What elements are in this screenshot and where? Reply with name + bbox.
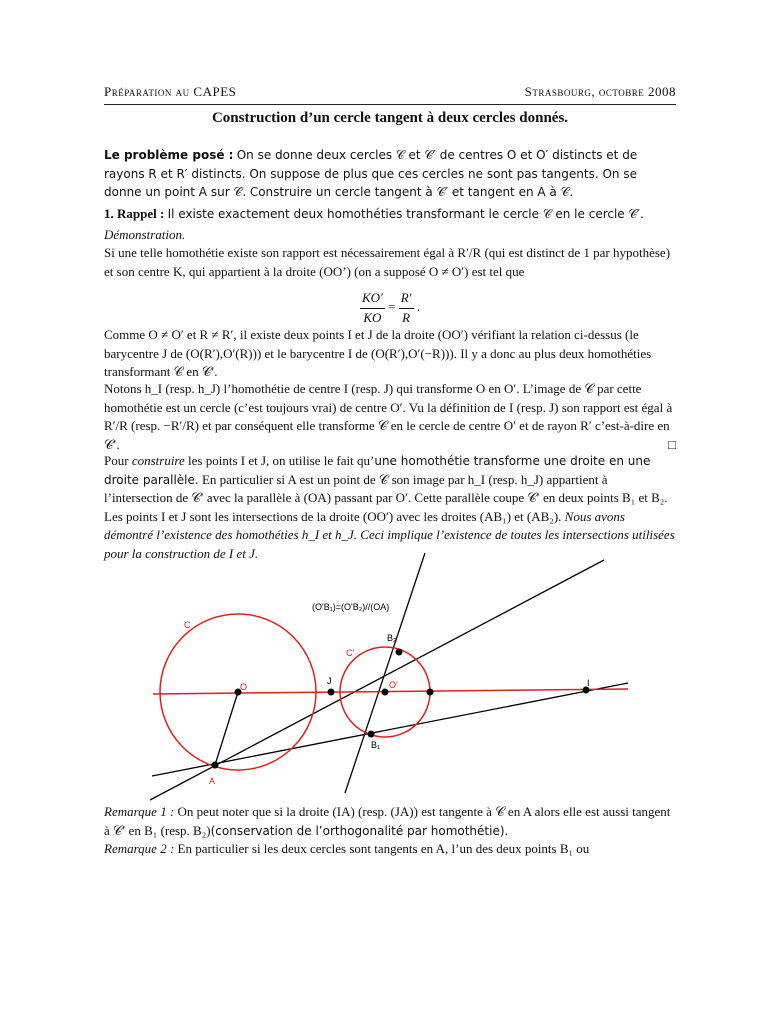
label-c: C	[184, 620, 191, 630]
demo-label: Démonstration.	[104, 227, 186, 242]
remark-2-text: En particulier si les deux cercles sont tangents en A, l’un des deux points B₁ ou	[177, 841, 590, 856]
point-j	[328, 689, 335, 696]
label-b1: B₁	[371, 740, 381, 750]
rappel-label: 1. Rappel :	[104, 206, 165, 221]
label-a: A	[209, 776, 216, 786]
demo-paragraph-3-text: Notons h_I (resp. h_J) l’homothétie de centre I (resp. J) qui transforme O en O′. L’image de 𝒞 par cette homothétie est un cercle (c’est toujours vrai) de centre O′. Vu la définition de I (resp. J) son rapport est égal à R′/R (resp. −R′/R) et par conséquent elle transforme 𝒞 en le cercle de centre O′ et de rayon R′ c’est-à-dire en 𝒞′.	[104, 381, 673, 452]
formula-eq: =	[388, 298, 396, 314]
fraction-left-den: KO	[363, 309, 382, 325]
demo-paragraph-1: Si une telle homothétie existe son rapport est nécessairement égal à R′/R (qui est distinct de 1 par hypothèse) et son centre K, qui appartient à la droite (OO’) (on a supposé O ≠ O′) est tel que	[104, 245, 671, 279]
label-b2: B₂	[387, 633, 397, 643]
fraction-left-num: KO′	[360, 289, 385, 309]
point-o-prime	[382, 689, 389, 696]
page-title: Construction d’un cercle tangent à deux cercles donnés.	[211, 110, 569, 126]
construct-b: construire	[131, 453, 185, 468]
problem-text: On se donne deux cercles 𝒞 et 𝒞′ de centres O et O′ distincts et de rayons R et R′ distincts. On suppose de plus que ces cercles ne sont pas tangents. On se donne un point A sur 𝒞. Construire un cercle tangent à 𝒞′ et tangent en A à 𝒞.	[104, 148, 638, 199]
segment-o-a	[215, 692, 238, 765]
label-o-prime: O'	[389, 680, 398, 690]
construct-d: une homothétie transforme une droite en une droite parallèle.	[104, 454, 651, 487]
formula-end: .	[416, 298, 421, 314]
figure-caption: (O'B₁)=(O'B₂)//(OA)	[312, 602, 390, 612]
point-b1	[368, 731, 375, 738]
fraction-right-den: R	[402, 309, 411, 325]
remark-1-label: Remarque 1 :	[104, 804, 175, 819]
line-b1-b2	[345, 553, 425, 793]
label-o: O	[240, 682, 248, 692]
remark-1-text: On peut noter que si la droite (IA) (resp. (JA)) est tangente à 𝒞 en A alors elle est aussi tangent à 𝒞′ en B₁ (resp. B₂)	[104, 804, 671, 838]
remark-2-label: Remarque 2 :	[104, 841, 175, 856]
problem-label: Le problème posé :	[104, 148, 234, 162]
fraction-right-num: R′	[399, 289, 414, 309]
rappel-text: Il existe exactement deux homothéties transformant le cercle 𝒞 en le cercle 𝒞′.	[167, 207, 644, 221]
line-a-i	[152, 683, 628, 776]
remark-1-sans: (conservation de l’orthogonalité par homothétie).	[210, 823, 509, 838]
point-b2	[396, 649, 403, 656]
remark-2	[104, 840, 676, 859]
construct-f: Nous avons démontré l’existence des homothéties h_I et h_J. Ceci implique l’existence de toutes les intersections utilisées pour la construction de I et J.	[104, 508, 675, 561]
construct-e: En particulier si A est un point de 𝒞 son image par h_I (resp. h_J) appartient à l’intersection de 𝒞′ avec la parallèle à (OA) passant par O′. Cette parallèle coupe 𝒞′ en deux points B₁ et B₂. Les points I et J sont les intersections de la droite (OO′) avec les droites (AB₁) et (AB₂).	[104, 471, 668, 524]
label-c-prime: C'	[346, 648, 355, 658]
remark-1	[104, 803, 676, 840]
construct-c: les points I et J, on utilise le fait qu’	[188, 453, 375, 468]
demo-paragraph-2: Comme O ≠ O′ et R ≠ R′, il existe deux points I et J de la droite (OO′) vérifiant la relation ci-dessus (le barycentre J de (O(R′),O′(R))) et le barycentre I de (O(R′),O′(−R))). Il y a donc au plus deux homothéties transformant 𝒞 en 𝒞′.	[104, 327, 652, 379]
header-left: Préparation au CAPES	[104, 84, 237, 99]
label-j: J	[327, 676, 332, 686]
construct-a: Pour	[104, 453, 129, 468]
point-a	[212, 762, 219, 769]
header-right: Strasbourg, octobre 2008	[524, 84, 676, 99]
qed-symbol: □	[668, 436, 676, 452]
label-i: I	[587, 678, 590, 688]
point-circle-c-prime-right	[427, 689, 434, 696]
